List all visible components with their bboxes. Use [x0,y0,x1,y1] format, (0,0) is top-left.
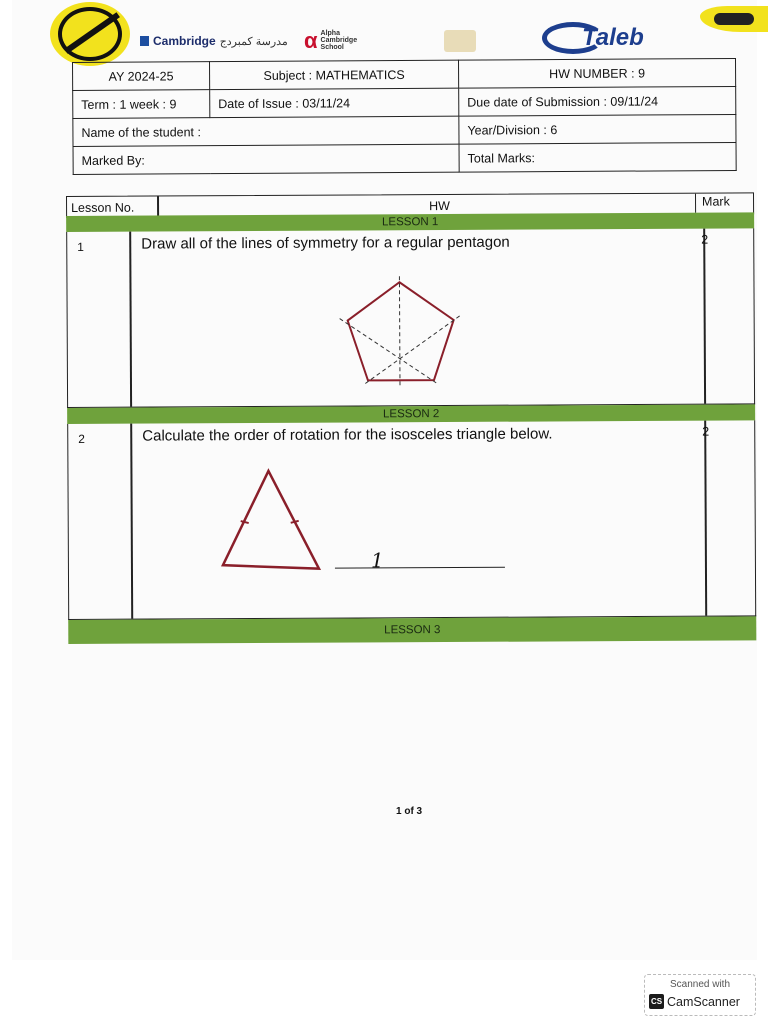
cambridge-logo-text: Cambridge [153,34,216,48]
lesson-3-bar: LESSON 3 [68,616,756,644]
term-week: Term : 1 week : 9 [73,90,210,119]
taleb-logo-text: Taleb [582,24,644,51]
cambridge-mark-icon [140,36,149,46]
header-lesson-no: Lesson No. [71,200,135,215]
date-of-issue: Date of Issue : 03/11/24 [210,88,459,118]
question-2-number: 2 [78,431,85,446]
total-marks-field: Total Marks: [459,142,736,172]
cambridge-logo [140,34,288,48]
alpha-cambridge-logo [304,27,358,53]
info-table [72,58,737,175]
alpha-logo-line-3: School [320,44,344,51]
due-date: Due date of Submission : 09/11/24 [459,86,736,116]
isosceles-triangle-figure [218,467,329,578]
question-1-number: 1 [77,239,84,254]
crest-logo [444,30,476,52]
lesson-2-bar: LESSON 2 [67,404,755,424]
subject: Subject : MATHEMATICS [210,60,459,90]
question-1-mark: 2 [701,232,709,247]
homework-table [66,192,756,644]
scanner-top-text: Scanned with [669,979,731,990]
alpha-logo-line-1: Alpha [320,30,340,37]
lesson-1-bar: LESSON 1 [66,212,754,232]
marked-by-field: Marked By: [73,144,459,174]
page-number: 1 of 3 [396,806,423,817]
pentagon-figure [333,274,474,393]
school-seal-logo [50,2,130,66]
year-division: Year/Division : 6 [459,114,736,144]
question-2-row [67,420,756,620]
academic-year: AY 2024-25 [73,62,210,91]
taleb-logo [542,22,644,54]
question-2-mark: 2 [702,424,710,439]
student-name-field: Name of the student : [73,116,459,146]
header-mark: Mark [695,193,753,212]
question-2-text: Calculate the order of rotation for the isosceles triangle below. [142,425,553,445]
hw-number: HW NUMBER : 9 [458,58,735,88]
scanner-watermark [644,974,756,1016]
question-1-row [66,228,755,408]
header-hw: HW [429,198,450,214]
scanner-name: CamScanner [667,994,740,1009]
alpha-logo-line-2: Cambridge [320,37,358,44]
handwritten-answer: 1 [370,548,384,573]
question-1-text: Draw all of the lines of symmetry for a regular pentagon [141,233,510,253]
camscanner-icon: CS [649,994,664,1009]
alpha-mark-icon: α [304,27,316,53]
answer-line [335,567,505,569]
cambridge-logo-arabic: مدرسة كمبردج [219,35,288,48]
